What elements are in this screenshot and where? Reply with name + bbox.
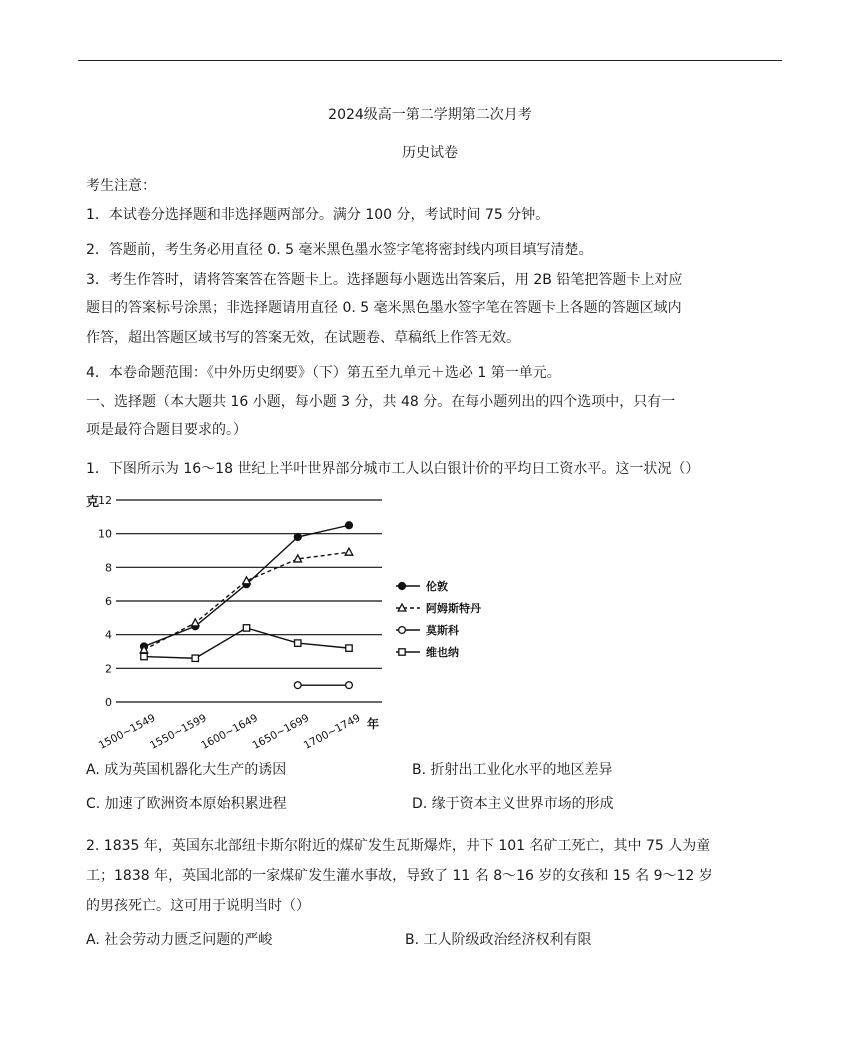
data-point-series-4: [141, 653, 147, 659]
y-tick-label: 10: [98, 527, 112, 541]
y-tick-label: 2: [105, 662, 112, 676]
y-tick-label: 8: [105, 561, 112, 575]
legend-label: 阿姆斯特丹: [426, 602, 481, 615]
x-tick-label: 1550~1599: [148, 712, 209, 752]
section-1-intro-line-1: 一、选择题（本大题共 16 小题，每小题 3 分，共 48 分。在每小题列出的四个选项中，只有一: [86, 394, 676, 410]
x-tick-label: 1600~1649: [199, 712, 260, 752]
x-tick-label: 1650~1699: [250, 712, 312, 752]
y-tick-label: 6: [105, 595, 112, 608]
notice-item-4: 4．本卷命题范围：《中外历史纲要》（下）第五至九单元＋选必 1 第一单元。: [86, 365, 561, 381]
x-axis-label: 年: [367, 717, 380, 731]
data-point-series-4: [192, 655, 198, 661]
legend-label: 维也纳: [426, 646, 459, 659]
y-tick-label: 12: [98, 494, 112, 507]
y-tick-label: 4: [105, 628, 112, 642]
notice-item-3-line-2: 题目的答案标号涂黑；非选择题请用直径 0. 5 毫米黑色墨水签字笔在答题卡上各题的答题区域内: [86, 300, 682, 316]
top-rule: [78, 60, 782, 61]
data-point-series-1: [345, 522, 352, 529]
notice-item-2: 2．答题前，考生务必用直径 0. 5 毫米黑色墨水签字笔将密封线内项目填写清楚。: [86, 242, 593, 258]
data-point-series-4: [346, 645, 352, 651]
exam-title: 2024级高一第二学期第二次月考: [328, 107, 532, 123]
question-1-stem: 1．下图所示为 16～18 世纪上半叶世界部分城市工人以白银计价的平均日工资水平。这一状况（）: [86, 461, 700, 477]
y-axis-label: 克: [86, 495, 100, 510]
question-1-option-d[interactable]: D. 缘于资本主义世界市场的形成: [412, 796, 614, 812]
data-point-series-4: [295, 640, 301, 646]
question-2-line-1: 2. 1835 年，英国东北部纽卡斯尔附近的煤矿发生瓦斯爆炸，井下 101 名矿工死亡，其中 75 人为童: [86, 838, 711, 854]
question-2-line-2: 工；1838 年，英国北部的一家煤矿发生灌水事故，导致了 11 名 8～16 岁的女孩和 15 名 9～12 岁: [86, 868, 713, 884]
section-1-intro-line-2: 项是最符合题目要求的。）: [86, 422, 247, 438]
question-2-option-b[interactable]: B. 工人阶级政治经济权利有限: [405, 932, 592, 948]
data-point-series-1: [294, 533, 301, 540]
data-point-series-3: [294, 682, 301, 689]
notice-heading: 考生注意：: [86, 178, 156, 194]
notice-item-3-line-3: 作答，超出答题区域书写的答案无效，在试题卷、草稿纸上作答无效。: [86, 330, 520, 346]
x-tick-label: 1700~1749: [301, 712, 363, 752]
legend-label: 莫斯科: [426, 624, 459, 637]
question-1-option-a[interactable]: A. 成为英国机器化大生产的诱因: [86, 762, 287, 778]
question-1-option-b[interactable]: B. 折射出工业化水平的地区差异: [412, 762, 613, 778]
x-tick-label: 1500~1549: [96, 712, 158, 752]
data-point-series-2: [345, 548, 353, 555]
notice-item-1: 1．本试卷分选择题和非选择题两部分。满分 100 分，考试时间 75 分钟。: [86, 207, 550, 223]
question-1-option-c[interactable]: C. 加速了欧洲资本原始积累进程: [86, 796, 287, 812]
question-2-line-3: 的男孩死亡。这可用于说明当时（）: [86, 898, 310, 914]
legend-marker: [399, 649, 405, 655]
question-2-option-a[interactable]: A. 社会劳动力匮乏问题的严峻: [86, 932, 273, 948]
notice-item-3-line-1: 3．考生作答时，请将答案答在答题卡上。选择题每小题选出答案后，用 2B 铅笔把答题卡上对应: [86, 272, 683, 288]
data-point-series-3: [346, 682, 353, 689]
series-line-4: [144, 628, 349, 658]
legend-marker: [398, 582, 405, 589]
wage-line-chart: [84, 488, 481, 752]
data-point-series-2: [191, 619, 199, 626]
y-tick-label: 0: [105, 696, 112, 709]
exam-subtitle: 历史试卷: [402, 145, 458, 161]
data-point-series-4: [243, 625, 249, 631]
legend-label: 伦敦: [426, 580, 448, 593]
legend-marker: [399, 627, 406, 634]
